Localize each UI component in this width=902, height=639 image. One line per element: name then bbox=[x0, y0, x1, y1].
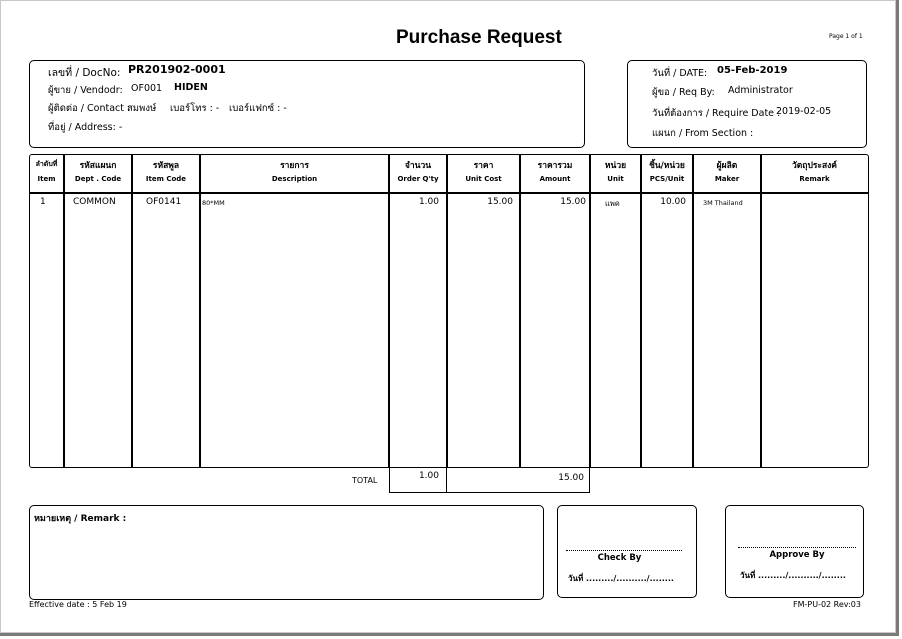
section-label: แผนก / From Section : bbox=[652, 128, 754, 139]
reqdate-label: วันที่ต้องการ / Require Date : bbox=[652, 108, 781, 119]
reqby-value: Administrator bbox=[728, 85, 793, 96]
phone-label: เบอร์โทร : - bbox=[170, 103, 220, 114]
approve-by-date: วันที่ ........./........../........ bbox=[740, 571, 846, 580]
col-header-thai: หน่วย bbox=[604, 161, 627, 171]
col-header-en: Order Q'ty bbox=[397, 175, 439, 183]
total-qty: 1.00 bbox=[418, 471, 439, 481]
col-header-en: Item bbox=[37, 175, 56, 183]
col-header-en: Remark bbox=[799, 175, 830, 183]
check-by-label: Check By bbox=[597, 553, 642, 563]
row-dept-code: COMMON bbox=[73, 197, 116, 207]
check-by-signature-line bbox=[566, 550, 682, 551]
col-header-en: PCS/Unit bbox=[649, 175, 685, 183]
col-header-thai: จำนวน bbox=[404, 161, 432, 171]
col-header-en: Unit bbox=[607, 175, 624, 183]
row-unit: แพค bbox=[605, 199, 620, 208]
table-header-divider bbox=[29, 192, 869, 194]
column-divider bbox=[589, 154, 591, 468]
col-header-thai: ราคา bbox=[473, 161, 494, 171]
row-unit-cost: 15.00 bbox=[487, 197, 513, 207]
column-divider bbox=[692, 154, 694, 468]
row-maker: 3M Thailand bbox=[703, 199, 743, 207]
row-item-code: OF0141 bbox=[146, 197, 182, 207]
col-header-thai: รายการ bbox=[280, 161, 309, 171]
col-header-thai: ลำดับที่ bbox=[35, 160, 58, 168]
document-title: Purchase Request bbox=[396, 27, 562, 48]
vendor-code: OF001 bbox=[131, 83, 163, 94]
column-divider bbox=[131, 154, 133, 468]
docno-value: PR201902-0001 bbox=[128, 63, 226, 76]
column-divider bbox=[63, 154, 65, 468]
form-code: FM-PU-02 Rev:03 bbox=[793, 600, 861, 609]
docno-label: เลขที่ / DocNo: bbox=[48, 67, 121, 79]
col-header-thai: รหัสพูล bbox=[152, 161, 180, 171]
col-header-thai: ราคารวม bbox=[537, 161, 573, 171]
row-item-number: 1 bbox=[40, 197, 46, 207]
row-description: 80*MM bbox=[202, 199, 225, 207]
approve-by-label: Approve By bbox=[769, 550, 825, 560]
col-header-thai: วัตถุประสงค์ bbox=[792, 161, 837, 171]
column-divider bbox=[199, 154, 201, 468]
row-amount: 15.00 bbox=[560, 197, 586, 207]
check-by-date: วันที่ ........./........../........ bbox=[568, 574, 674, 583]
col-header-en: Item Code bbox=[145, 175, 187, 183]
col-header-thai: ชิ้น/หน่วย bbox=[649, 161, 685, 171]
vendor-label: ผู้ขาย / Vendodr: bbox=[48, 85, 123, 96]
col-header-en: Maker bbox=[714, 175, 740, 183]
column-divider bbox=[760, 154, 762, 468]
col-header-thai: ผู้ผลิต bbox=[716, 161, 738, 171]
date-value: 05-Feb-2019 bbox=[717, 65, 788, 76]
contact-value: สมพงษ์ bbox=[127, 103, 157, 114]
approve-by-signature-line bbox=[738, 547, 856, 548]
contact-label: ผู้ติดต่อ / Contact : bbox=[48, 103, 131, 114]
address-label: ที่อยู่ / Address: - bbox=[48, 122, 123, 133]
date-label: วันที่ / DATE: bbox=[652, 68, 708, 79]
col-header-thai: รหัสแผนก bbox=[79, 161, 117, 171]
effective-date: Effective date : 5 Feb 19 bbox=[29, 600, 127, 609]
col-header-en: Amount bbox=[539, 175, 571, 183]
page-number: Page 1 of 1 bbox=[829, 33, 863, 40]
reqdate-value: 2019-02-05 bbox=[776, 106, 832, 117]
col-header-en: Description bbox=[271, 175, 318, 183]
col-header-en: Dept . Code bbox=[74, 175, 122, 183]
total-amount: 15.00 bbox=[558, 473, 584, 483]
row-pcs-per-unit: 10.00 bbox=[660, 197, 686, 207]
fax-label: เบอร์แฟกซ์ : - bbox=[229, 103, 287, 114]
vendor-name: HIDEN bbox=[174, 82, 208, 93]
row-quantity: 1.00 bbox=[418, 197, 439, 207]
col-header-en: Unit Cost bbox=[465, 175, 502, 183]
reqby-label: ผู้ขอ / Req By: bbox=[652, 87, 715, 98]
total-label: TOTAL bbox=[352, 476, 378, 485]
remark-label: หมายเหตุ / Remark : bbox=[34, 514, 127, 524]
